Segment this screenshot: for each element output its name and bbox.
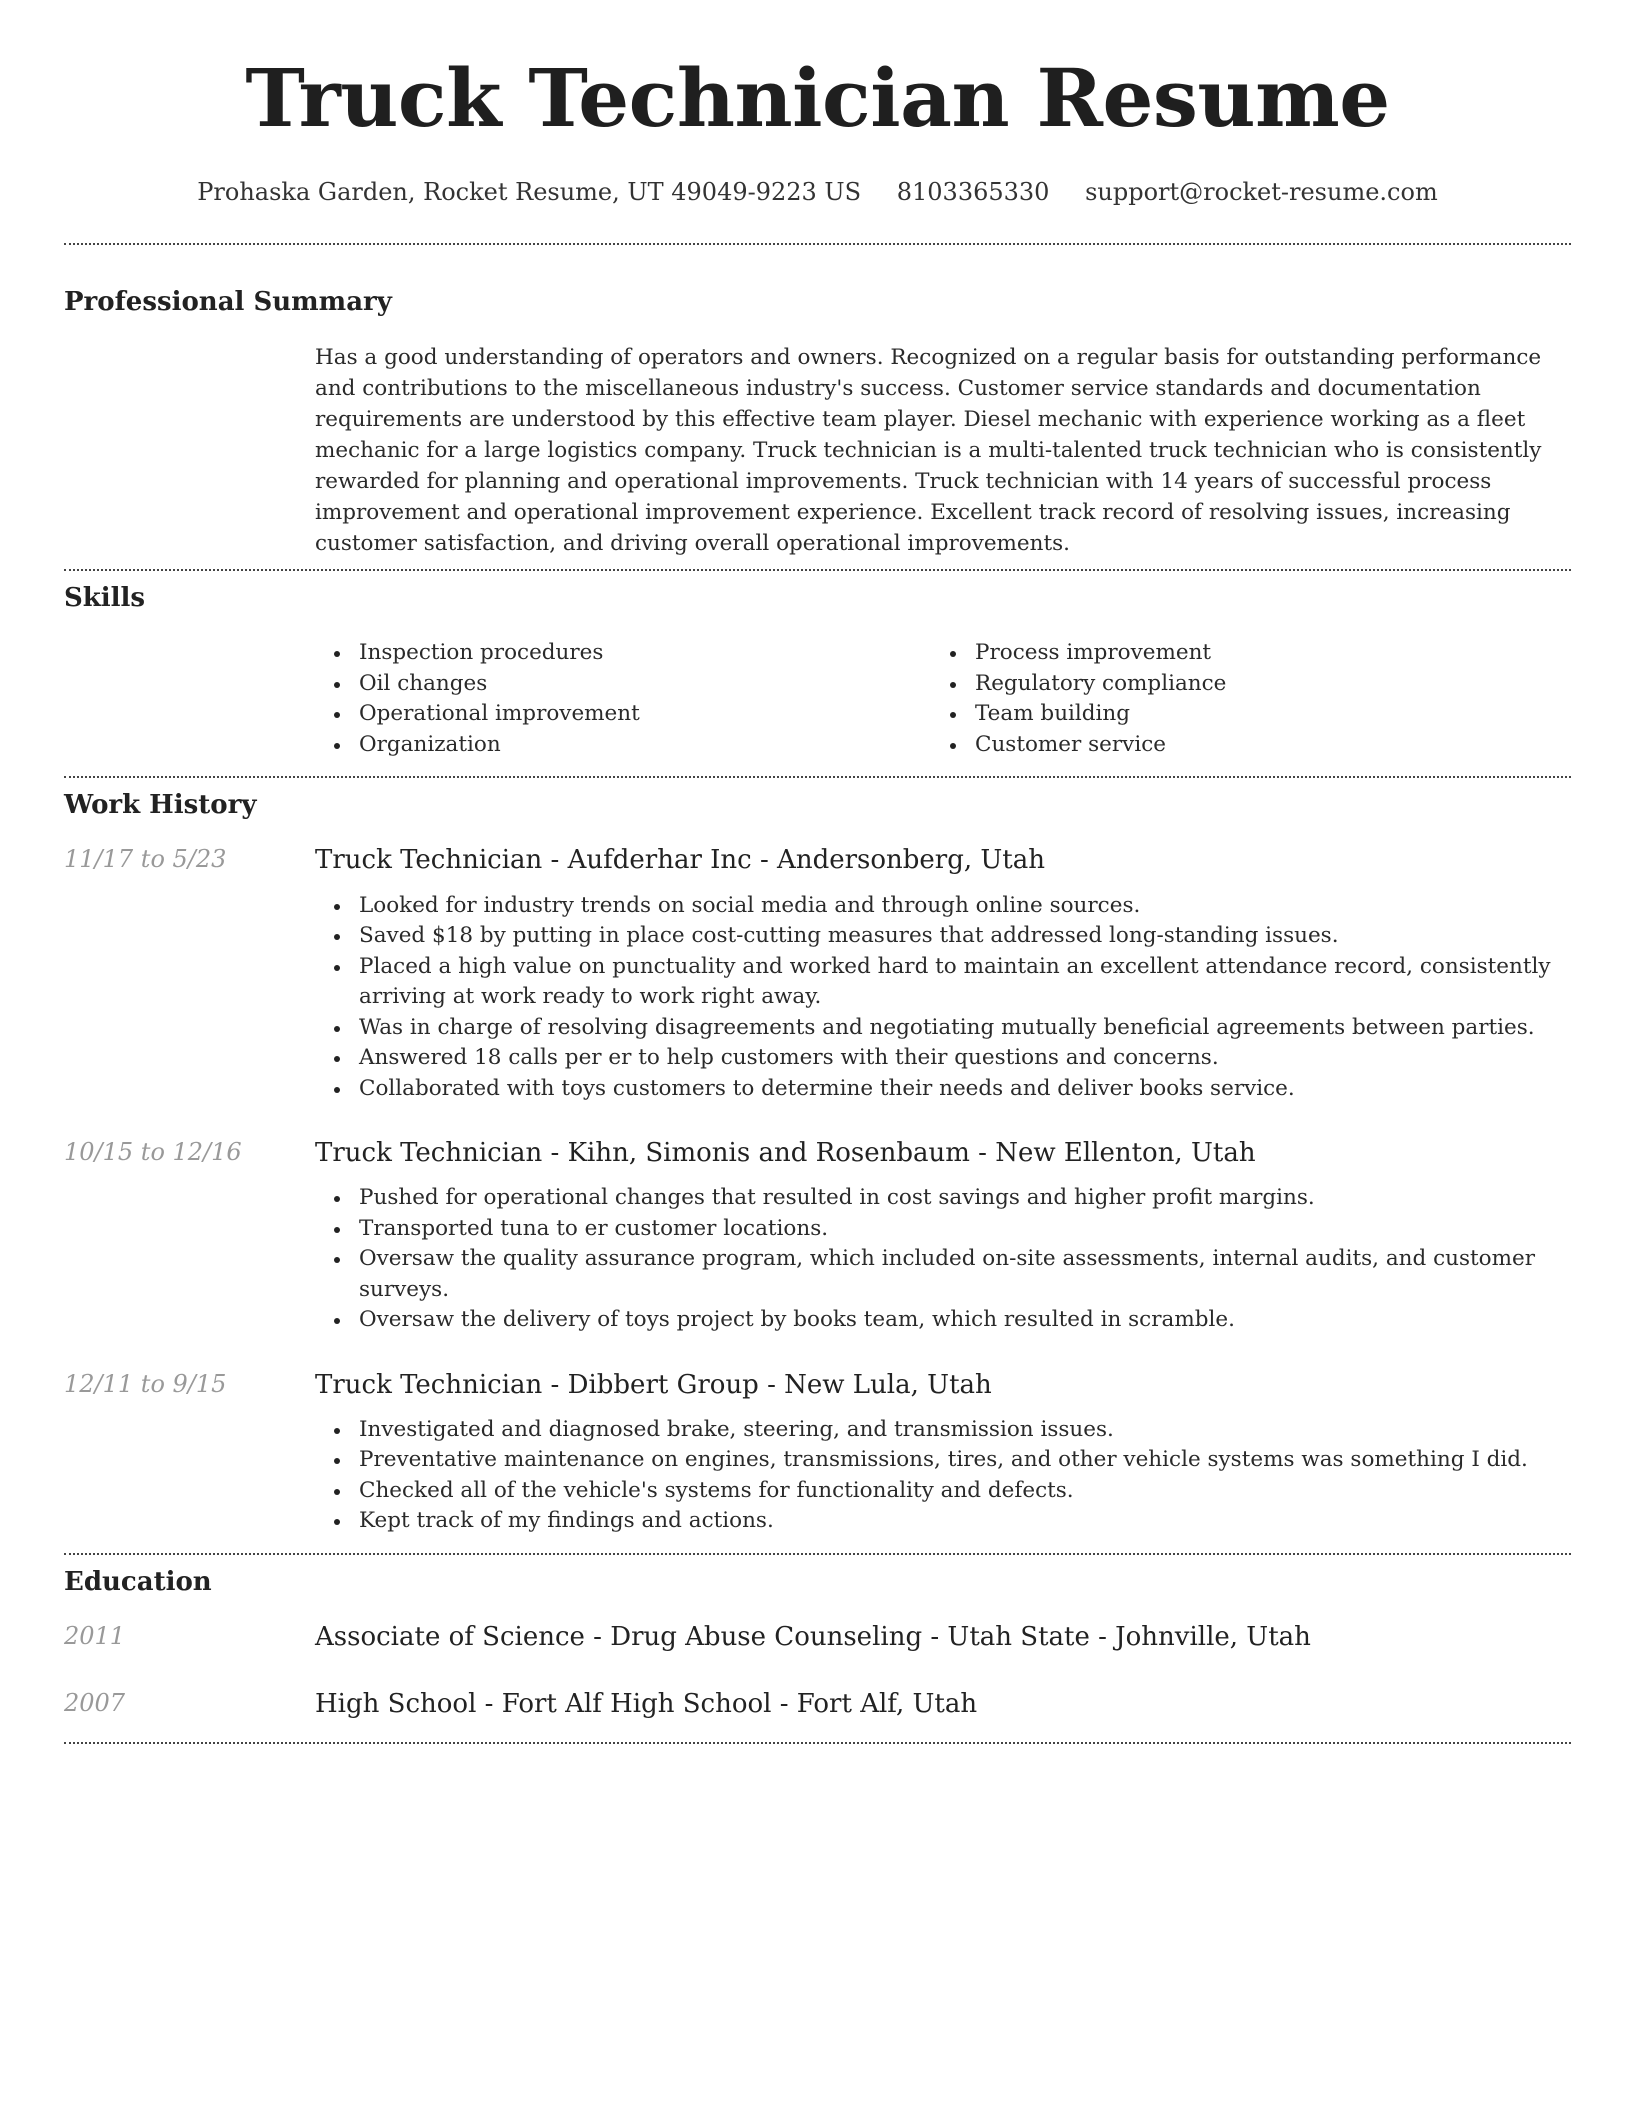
skills-section <box>64 583 1571 760</box>
job-heading: Truck Technician - Dibbert Group - New Lula, Utah <box>315 1369 992 1400</box>
job-dates: 12/11 to 9/15 <box>64 1369 227 1398</box>
resume-title: Truck Technician Resume <box>245 51 1390 145</box>
job-entry <box>64 1138 1571 1336</box>
skill-item: Organization <box>315 730 931 761</box>
job-details <box>315 845 1571 1104</box>
skills-title: Skills <box>64 582 146 613</box>
skills-list <box>315 638 1565 760</box>
job-dates: 11/17 to 5/23 <box>64 845 227 874</box>
summary-section <box>64 287 1571 559</box>
work-title: Work History <box>64 790 257 821</box>
job-bullets <box>315 1415 1571 1537</box>
contact-line <box>64 178 1571 207</box>
skill-item: Regulatory compliance <box>931 669 1547 700</box>
summary-title: Professional Summary <box>64 286 392 317</box>
skill-item: Customer service <box>931 730 1547 761</box>
resume-page <box>64 0 1571 1744</box>
skill-item: Operational improvement <box>315 699 931 730</box>
job-bullet: Saved $18 by putting in place cost-cutting measures that addressed long-standing issues. <box>315 921 1571 952</box>
job-heading: Truck Technician - Kihn, Simonis and Rosenbaum - New Ellenton, Utah <box>315 1138 1256 1169</box>
job-bullet: Answered 18 calls per er to help customers with their questions and concerns. <box>315 1043 1571 1074</box>
divider <box>64 569 1571 571</box>
job-bullet: Checked all of the vehicle's systems for functionality and defects. <box>315 1476 1571 1507</box>
job-heading: Truck Technician - Aufderhar Inc - Andersonberg, Utah <box>315 845 1046 876</box>
job-details <box>315 1370 1571 1537</box>
divider <box>64 1742 1571 1744</box>
job-bullet: Investigated and diagnosed brake, steering, and transmission issues. <box>315 1415 1571 1446</box>
job-bullet: Kept track of my findings and actions. <box>315 1506 1571 1537</box>
education-section <box>64 1567 1571 1721</box>
skill-item: Oil changes <box>315 669 931 700</box>
education-year: 2011 <box>64 1622 126 1651</box>
skills-column-right <box>931 638 1547 760</box>
education-entry <box>64 1622 1571 1653</box>
skills-column-left <box>315 638 931 760</box>
skill-item: Team building <box>931 699 1547 730</box>
education-details: High School - Fort Alf High School - Fort Alf, Utah <box>315 1689 978 1720</box>
job-bullets <box>315 891 1571 1105</box>
contact-phone: 8103365330 <box>896 178 1050 206</box>
contact-address: Prohaska Garden, Rocket Resume, UT 49049-9223 US <box>197 178 862 206</box>
job-bullet: Was in charge of resolving disagreements and negotiating mutually beneficial agreements between parties. <box>315 1013 1571 1044</box>
job-bullet: Oversaw the delivery of toys project by books team, which resulted in scramble. <box>315 1305 1571 1336</box>
job-details <box>315 1138 1571 1336</box>
job-dates: 10/15 to 12/16 <box>64 1138 242 1167</box>
contact-email: support@rocket-resume.com <box>1085 178 1438 206</box>
education-title: Education <box>64 1566 212 1597</box>
job-entry <box>64 845 1571 1104</box>
job-bullet: Pushed for operational changes that resulted in cost savings and higher profit margins. <box>315 1183 1571 1214</box>
divider <box>64 1553 1571 1555</box>
summary-text: Has a good understanding of operators and owners. Recognized on a regular basis for outstanding performance and contributions to the miscellaneous industry's success. Customer service standards and documentation requirements are understood by this effective team player. Diesel mechanic with experience working as a fleet mechanic for a large logistics company. Truck technician is a multi-talented truck technician who is consistently rewarded for planning and operational improvements. Truck technician with 14 years of successful process improvement and operational improvement experience. Excellent track record of resolving issues, increasing customer satisfaction, and driving overall operational improvements. <box>315 344 1542 556</box>
work-section <box>64 790 1571 1537</box>
job-entry <box>64 1370 1571 1537</box>
job-bullets <box>315 1183 1571 1336</box>
education-details: Associate of Science - Drug Abuse Counseling - Utah State - Johnville, Utah <box>315 1622 1311 1653</box>
job-bullet: Transported tuna to er customer locations. <box>315 1214 1571 1245</box>
divider <box>64 243 1571 245</box>
job-bullet: Preventative maintenance on engines, transmissions, tires, and other vehicle systems was something I did. <box>315 1445 1571 1476</box>
skill-item: Process improvement <box>931 638 1547 669</box>
job-bullet: Looked for industry trends on social media and through online sources. <box>315 891 1571 922</box>
job-bullet: Collaborated with toys customers to determine their needs and deliver books service. <box>315 1074 1571 1105</box>
skill-item: Inspection procedures <box>315 638 931 669</box>
education-year: 2007 <box>64 1689 126 1718</box>
job-bullet: Oversaw the quality assurance program, which included on-site assessments, internal audits, and customer surveys. <box>315 1244 1571 1305</box>
divider <box>64 776 1571 778</box>
job-bullet: Placed a high value on punctuality and worked hard to maintain an excellent attendance record, consistently arriving at work ready to work right away. <box>315 952 1571 1013</box>
education-entry <box>64 1689 1571 1720</box>
